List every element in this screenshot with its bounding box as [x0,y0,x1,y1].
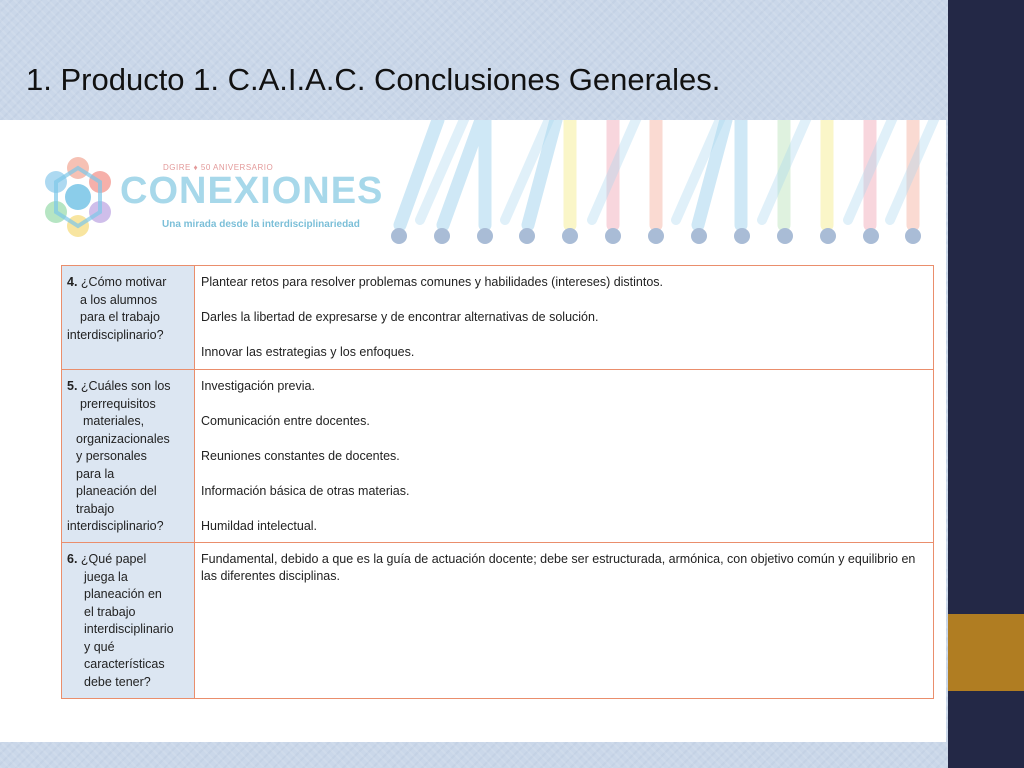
answer-item: Darles la libertad de expresarse y de encontrar alternativas de solución. [201,310,599,324]
question-line: 5. ¿Cuáles son los [67,379,171,393]
answer-cell [195,266,934,370]
conexiones-banner [0,120,946,255]
decorative-stripes [380,120,946,255]
question-line: y personales [76,449,147,463]
answer-item: Innovar las estrategias y los enfoques. [201,345,415,359]
content-image [0,120,946,742]
question-line: planeación del [76,484,157,498]
question-line: características [84,657,165,671]
question-line: para el trabajo [80,310,160,324]
logo-name: CONEXIONES [120,170,384,212]
answer-cell [195,543,934,699]
answer-item: Investigación previa. [201,379,315,393]
answer-item: Comunicación entre docentes. [201,414,370,428]
question-line: a los alumnos [80,292,158,307]
question-cell [62,266,195,370]
question-number: 6. [67,552,78,566]
question-line: juega la [84,569,128,584]
question-number: 5. [67,379,78,393]
question-line: para la [76,466,115,481]
question-line: organizacionales [76,431,170,446]
answer-item: Fundamental, debido a que es la guía de actuación docente; debe ser estructurada, armónica, con objetivo común y equilibrio en las diferentes disciplinas. [201,552,916,583]
question-line: planeación en [84,587,162,601]
question-number: 4. [67,275,78,289]
answer-item: Humildad intelectual. [201,519,318,533]
slide-title: 1. Producto 1. C.A.I.A.C. Conclusiones Generales. [26,62,721,97]
question-line: el trabajo [84,604,136,619]
answer-item: Reuniones constantes de docentes. [201,449,400,463]
question-line: trabajo [76,501,115,516]
answer-item: Información básica de otras materias. [201,484,410,498]
question-cell [62,543,195,699]
gold-accent-block [948,614,1024,691]
question-line: interdisciplinario [84,622,174,636]
answer-cell [195,370,934,543]
logo-anniversary-text: DGIRE ♦ 50 ANIVERSARIO [163,163,274,172]
answer-item: Plantear retos para resolver problemas comunes y habilidades (intereses) distintos. [201,275,664,289]
question-line: interdisciplinario? [67,519,164,533]
question-line: prerrequisitos [80,396,156,411]
question-line: 6. ¿Qué papel [67,552,147,566]
table-row [62,370,934,543]
question-line: interdisciplinario? [67,327,164,342]
question-line: materiales, [83,414,145,428]
question-cell [62,370,195,543]
question-line: y qué [84,639,115,654]
question-line: 4. ¿Cómo motivar [67,275,167,289]
conexiones-logo-icon [34,138,124,248]
logo-subtitle: Una mirada desde la interdisciplinariedad [162,219,360,230]
question-line: debe tener? [84,674,151,689]
table-row [62,266,934,370]
table-row [62,543,934,699]
conclusions-table [61,265,934,699]
